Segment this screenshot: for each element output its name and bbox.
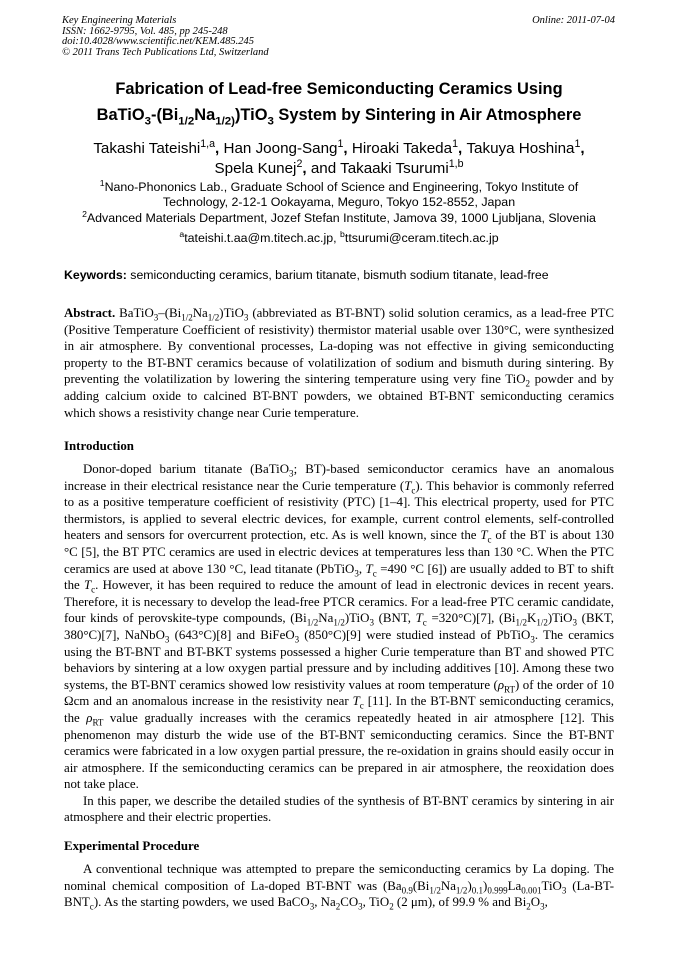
- author: Hiroaki Takeda: [351, 140, 453, 157]
- abstract: Abstract. $BaTiO_3-(Bi_{1/2}Na_{1/2})TiO_3$ (abbreviated as BT-BNT) solid solution ceramics, as a lead-free PTC (Positive Temperature Coefficient of resistivity) thermistor material usable over 130°C, were synthesized in air atmosphere. By conventional processes, La-doping was not effective in giving semiconducting property to the BT-BNT ceramics because of volatilization of sodium and bismuth during sintering. By preventing the volatilization by lowering the sintering temperature using very fine TiO$_2$ powder and by adding calcium oxide to calcined BT-BNT powders, we obtained BT-BNT semiconducting ceramics which shows a resistivity change near Curie temperature.: [64, 306, 614, 420]
- keywords-label: Keywords:: [64, 268, 127, 282]
- experimental-body: [64, 861, 614, 911]
- paper-title-line2: $BaTiO_3-(Bi_{1/2}Na_{1/2)})TiO_3$ System by Sintering in Air Atmosphere: [96, 106, 582, 128]
- author-emails: $^a$tateishi.t.aa@m.titech.ac.jp, $^b$ttsurumi@ceram.titech.ac.jp: [179, 228, 499, 245]
- author: and Takaaki Tsurumi: [310, 160, 449, 177]
- journal-header: [62, 16, 269, 58]
- author: Han Joong-Sang: [223, 140, 338, 157]
- affiliations: [40, 177, 638, 226]
- paragraph: A conventional technique was attempted to prepare the semiconducting ceramics by La doping. The nominal chemical composition of La-doped BT-BNT was $(Ba_{0.9}(Bi_{1/2}Na_{1/2})_{0.1})_{0.999}La_{0.001}TiO_3$ $(La-BT-BNT_c)$. As the starting powders, we used BaCO$_3$, $Na_2CO_3$, TiO$_2$ (2 μm), of 99.9 % and $Bi_2O_3$,: [64, 862, 615, 912]
- introduction-body: [64, 461, 614, 826]
- affiliation-1-cont: Technology, 2-12-1 Ookayama, Meguro, Tokyo 152-8552, Japan: [162, 195, 516, 210]
- journal-name: Key Engineering Materials: [62, 15, 177, 26]
- affiliation-2: $^2$Advanced Materials Department, Jozef Stefan Institute, Jamova 39, 1000 Ljubljana, Slovenia: [82, 208, 596, 225]
- issn-line: ISSN: 1662-9795, Vol. 485, pp 245-248: [62, 25, 228, 37]
- online-date: Online: 2011-07-04: [532, 15, 615, 26]
- section-heading-introduction: Introduction: [64, 439, 134, 453]
- author-list: Takashi Tateishi$^{1,a}$, Han Joong-Sang$^1$, Hiroaki Takeda$^1$, Takuya Hoshina$^1$, Spela Kunej$^2$, and Takaaki Tsurumi$^{1,b}$: [93, 137, 585, 177]
- keywords: [64, 268, 549, 282]
- email-link[interactable]: tateishi.t.aa@m.titech.ac.jp: [184, 231, 334, 245]
- copyright-line: © 2011 Trans Tech Publications Ltd, Switzerland: [62, 46, 269, 58]
- author: Takashi Tateishi: [93, 140, 201, 157]
- email-link[interactable]: ttsurumi@ceram.titech.ac.jp: [344, 231, 499, 245]
- doi-line: doi:10.4028/www.scientific.net/KEM.485.245: [62, 36, 254, 48]
- section-heading-experimental: Experimental Procedure: [64, 839, 200, 853]
- abstract-label: Abstract.: [64, 306, 116, 320]
- paragraph: In this paper, we describe the detailed studies of the synthesis of BT-BNT ceramics by sintering in air atmosphere and their electric properties.: [64, 793, 614, 825]
- author: Takuya Hoshina: [466, 140, 575, 157]
- paragraph: Donor-doped barium titanate (BaTiO$_3$; BT)-based semiconductor ceramics have an anomalous increase in their electrical resistance near the Curie temperature $(T_c)$. This behavior is commonly referred to as a positive temperature coefficient of resistivity (PTC) [1–4]. This electrical property, used for PTC thermistors, is applied to several electric devices, for example, current control elements, self-controlled heaters and sensors for overcurrent protection, etc. As is well known, since the $T_c$ of the BT is about 130 °C [5], the BT PTC ceramics are used in electric devices at temperatures less than 130 °C. When the PTC ceramics are used at above 130 °C, lead titanate (PbTiO$_3$, $T_c =490$ °C [6]) are usually added to BT to shift the $T_c$. However, it has been required to reduce the amount of lead in electronic devices in recent years. Therefore, it is necessary to develop the lead-free PTCR ceramics. For a lead-free PTC ceramic candidate, four kinds of perovskite-type compounds, $(Bi_{1/2}Na_{1/2})TiO_3$ (BNT, $T_c =320^\circ C)[7]$, $(Bi_{1/2}K_{1/2})TiO_3$ (BKT, 380°C)[7], NaNbO$_3$ (643°C)[8] and BiFeO$_3$ (850°C)[9] were studied instead of PbTiO$_3$. The ceramics using the BT-BNT and BT-BKT systems possessed a higher Curie temperature than BT and showed PTC behaviors by sintering at a low oxygen partial pressure and by including additives [10]. Among these two systems, the BT-BNT ceramics showed low resistivity values at room temperature $(\rho_{RT})$ of the order of 10 Ωcm and an anomalous increase in the resistivity near $T_c$ [11]. In the BT-BNT semiconducting ceramics, the $\rho_{RT}$ value gradually increases with the ceramics repeatedly heated in air atmosphere [12]. This phenomenon may disturb the wide use of the BT-BNT semiconducting ceramics. Since the BT-BNT ceramics were fabricated in a low oxygen partial pressure, the re-oxidation in grains should easily occur in air atmosphere. If the semiconducting ceramics can be prepared in air atmosphere, the reoxidation does not take place.: [64, 462, 615, 792]
- author: Spela Kunej: [214, 160, 297, 177]
- keywords-text: semiconducting ceramics, barium titanate, bismuth sodium titanate, lead-free: [130, 268, 549, 282]
- paper-title-line1: Fabrication of Lead-free Semiconducting Ceramics Using: [115, 80, 563, 98]
- affiliation-1: $^1$Nano-Phononics Lab., Graduate School of Science and Engineering, Tokyo Institute of: [99, 177, 579, 194]
